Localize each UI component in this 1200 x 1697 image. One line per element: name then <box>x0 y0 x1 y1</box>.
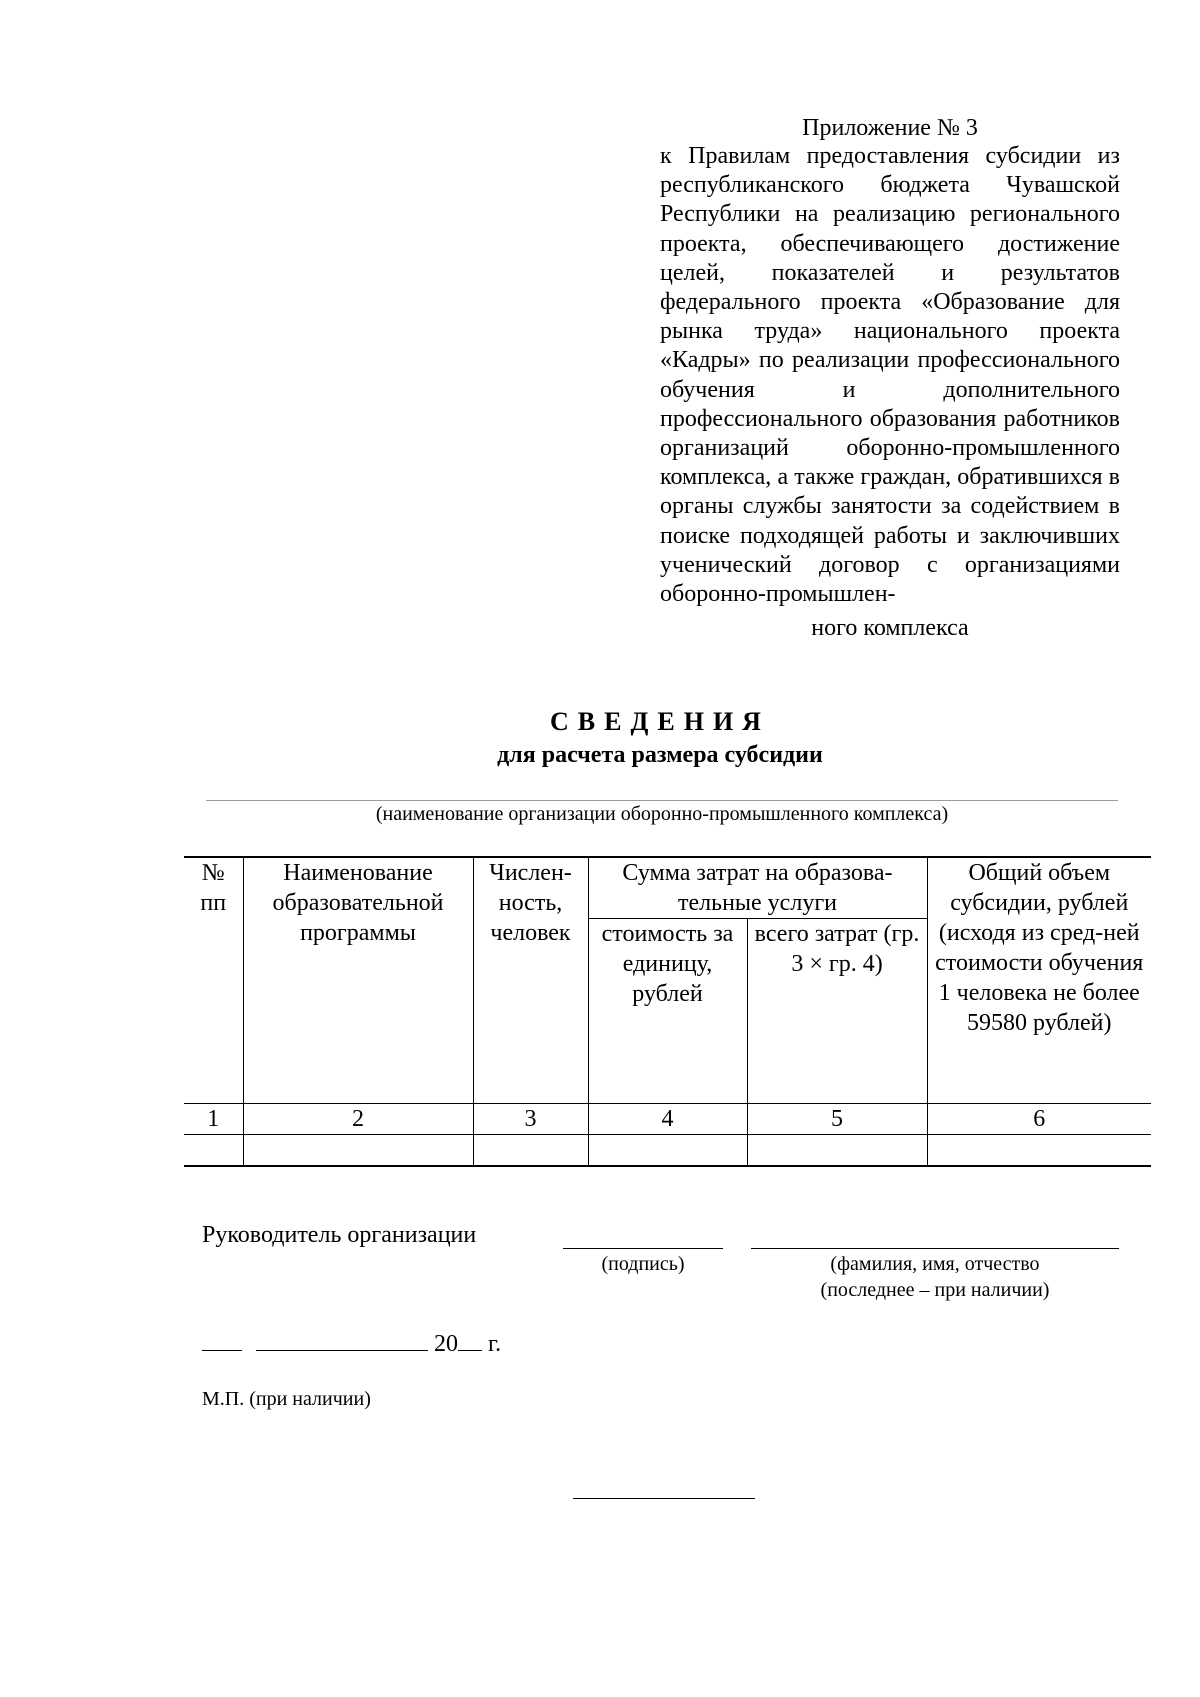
header-program-name: Наименование образовательной программы <box>243 857 473 1104</box>
header-costs-group: Сумма затрат на образова-тельные услуги <box>588 857 927 919</box>
column-number: 1 <box>184 1104 243 1135</box>
table-cell[interactable] <box>243 1135 473 1167</box>
signature-caption: (подпись) <box>601 1253 685 1275</box>
table-cell[interactable] <box>184 1135 243 1167</box>
header-headcount: Числен-ность, человек <box>473 857 588 1104</box>
organization-name-caption: (наименование организации оборонно-промышленного комплекса) <box>375 803 949 825</box>
column-number: 6 <box>927 1104 1151 1135</box>
appendix-text: к Правилам предоставления субсидии из республиканского бюджета Чувашской Республики на реализацию регионального проекта, обеспечивающего достижение целей, показателей и результатов федерального проекта «Образование для рынка труда» национального проекта «Кадры» по реализации профессионального обучения и дополнительного профессионального образования работников организаций оборонно-промышленного комплекса, а также граждан, обратившихся в органы службы занятости за содействием в поиске подходящей работы и заключивших ученический договор с организациями оборонно-промышлен- <box>660 143 1120 608</box>
date-month-blank[interactable] <box>256 1328 428 1351</box>
signature-line[interactable] <box>563 1248 723 1249</box>
stamp-place-label: М.П. (при наличии) <box>202 1388 371 1410</box>
appendix-text-last-line: ного комплекса <box>811 615 969 641</box>
document-subtitle: для расчета размера субсидии <box>497 742 823 768</box>
table-cell[interactable] <box>473 1135 588 1167</box>
header-number: № пп <box>184 857 243 1104</box>
full-name-caption-line-2: (последнее – при наличии) <box>820 1279 1050 1301</box>
header-subsidy-total: Общий объем субсидии, рублей (исходя из сред-ней стоимости обучения 1 человека не более 59580 рублей) <box>927 857 1151 1104</box>
column-number: 5 <box>747 1104 927 1135</box>
full-name-caption-line-1: (фамилия, имя, отчество <box>830 1253 1040 1275</box>
document-title: СВЕДЕНИЯ <box>550 707 770 736</box>
date-year-prefix: 20 <box>434 1331 458 1357</box>
subsidy-calculation-table <box>184 856 1151 1167</box>
table-cell[interactable] <box>588 1135 747 1167</box>
column-number: 3 <box>473 1104 588 1135</box>
date-year-blank[interactable] <box>458 1328 482 1351</box>
appendix-title: Приложение № 3 <box>802 115 978 141</box>
full-name-line[interactable] <box>751 1248 1119 1249</box>
end-separator-line <box>573 1498 755 1499</box>
date-year-suffix: г. <box>488 1331 502 1357</box>
date-line <box>202 1328 501 1359</box>
table-cell[interactable] <box>747 1135 927 1167</box>
column-number: 2 <box>243 1104 473 1135</box>
header-total-cost: всего затрат (гр. 3 × гр. 4) <box>747 919 927 1104</box>
date-day-blank[interactable] <box>202 1328 242 1351</box>
column-number: 4 <box>588 1104 747 1135</box>
table-row <box>184 1135 1151 1167</box>
column-numbers-row <box>184 1104 1151 1135</box>
full-name-caption <box>751 1251 1119 1303</box>
header-unit-cost: стоимость за единицу, рублей <box>588 919 747 1104</box>
table-cell[interactable] <box>927 1135 1151 1167</box>
head-of-organization-label: Руководитель организации <box>202 1222 477 1248</box>
